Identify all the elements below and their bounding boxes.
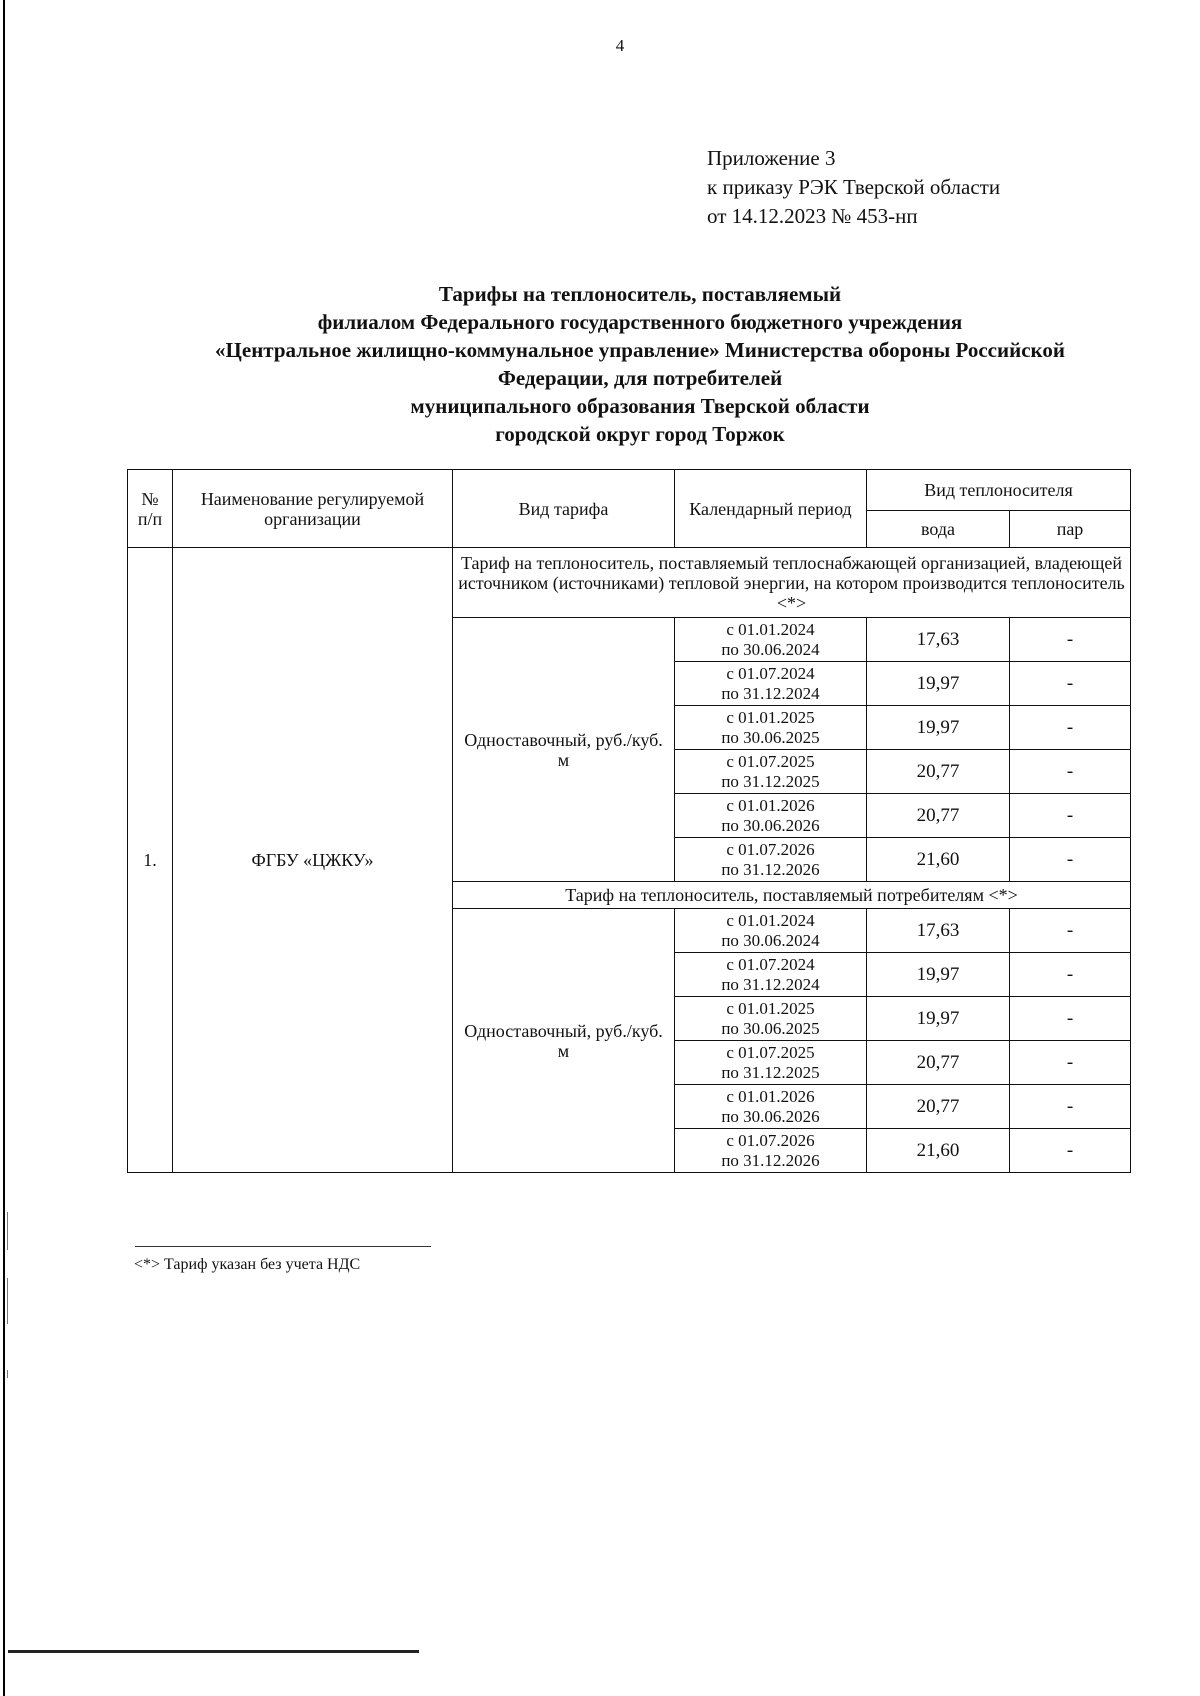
organization-name: ФГБУ «ЦЖКУ» <box>173 548 453 1173</box>
period-to: по 31.12.2024 <box>721 974 820 994</box>
water-value: 20,77 <box>867 1041 1010 1085</box>
period-from: с 01.07.2024 <box>726 663 815 683</box>
title-line: Тарифы на теплоноситель, поставляемый <box>438 282 842 306</box>
scan-tick <box>7 1212 8 1250</box>
period-to: по 31.12.2025 <box>721 771 820 791</box>
header-organization: Наименование регулируемой организации <box>173 470 453 548</box>
period-from: с 01.01.2026 <box>726 1086 815 1106</box>
appendix-reference <box>707 144 1000 231</box>
period-to: по 31.12.2024 <box>721 683 820 703</box>
steam-value: - <box>1010 838 1131 882</box>
period-cell <box>675 618 867 662</box>
steam-value: - <box>1010 1129 1131 1173</box>
header-tariff-type: Вид тарифа <box>453 470 675 548</box>
appendix-line: Приложение 3 <box>707 146 836 170</box>
steam-value: - <box>1010 953 1131 997</box>
period-to: по 31.12.2026 <box>721 1150 820 1170</box>
period-cell <box>675 909 867 953</box>
period-from: с 01.07.2025 <box>726 1042 815 1062</box>
period-to: по 31.12.2025 <box>721 1062 820 1082</box>
period-cell <box>675 997 867 1041</box>
title-line: филиалом Федерального государственного бюджетного учреждения <box>317 310 963 334</box>
water-value: 20,77 <box>867 794 1010 838</box>
water-value: 19,97 <box>867 953 1010 997</box>
section-header-row <box>128 548 1131 618</box>
section-title: Тариф на теплоноситель, поставляемый теплоснабжающей организацией, владеющей источником (источниками) тепловой энергии, на котором производится теплоноситель <*> <box>453 548 1131 618</box>
scan-tick <box>7 1370 8 1378</box>
water-value: 21,60 <box>867 838 1010 882</box>
period-from: с 01.01.2024 <box>726 619 815 639</box>
title-line: Федерации, для потребителей <box>497 366 783 390</box>
appendix-line: от 14.12.2023 № 453-нп <box>707 204 918 228</box>
period-cell <box>675 1085 867 1129</box>
period-from: с 01.07.2025 <box>726 751 815 771</box>
period-cell <box>675 953 867 997</box>
water-value: 19,97 <box>867 997 1010 1041</box>
scan-edge-mark <box>3 0 5 1696</box>
water-value: 20,77 <box>867 1085 1010 1129</box>
period-from: с 01.07.2024 <box>726 954 815 974</box>
title-line: городской округ город Торжок <box>495 422 785 446</box>
water-value: 21,60 <box>867 1129 1010 1173</box>
steam-value: - <box>1010 997 1131 1041</box>
steam-value: - <box>1010 909 1131 953</box>
period-to: по 30.06.2026 <box>721 1106 820 1126</box>
document-title <box>120 280 1160 448</box>
water-value: 19,97 <box>867 706 1010 750</box>
water-value: 20,77 <box>867 750 1010 794</box>
scan-tick <box>7 1278 8 1324</box>
tariff-type: Одноставочный, руб./куб. м <box>453 618 675 882</box>
period-from: с 01.01.2025 <box>726 707 815 727</box>
section-title: Тариф на теплоноситель, поставляемый потребителям <*> <box>453 882 1131 909</box>
title-line: «Центральное жилищно-коммунальное управление» Министерства обороны Российской <box>215 338 1065 362</box>
period-to: по 30.06.2024 <box>721 930 820 950</box>
period-cell <box>675 794 867 838</box>
period-from: с 01.07.2026 <box>726 1130 815 1150</box>
period-to: по 30.06.2024 <box>721 639 820 659</box>
steam-value: - <box>1010 750 1131 794</box>
header-carrier: Вид теплоносителя <box>867 470 1131 511</box>
header-number: № п/п <box>128 470 173 548</box>
period-cell <box>675 750 867 794</box>
period-from: с 01.01.2024 <box>726 910 815 930</box>
footnote: <*> Тариф указан без учета НДС <box>134 1256 361 1273</box>
period-from: с 01.01.2026 <box>726 795 815 815</box>
period-to: по 31.12.2026 <box>721 859 820 879</box>
period-cell <box>675 706 867 750</box>
scan-bottom-mark <box>8 1650 419 1653</box>
steam-value: - <box>1010 1041 1131 1085</box>
period-from: с 01.01.2025 <box>726 998 815 1018</box>
tariff-table-body <box>128 548 1131 1173</box>
row-number: 1. <box>128 548 173 1173</box>
steam-value: - <box>1010 618 1131 662</box>
header-water: вода <box>867 511 1010 548</box>
page-number: 4 <box>615 36 625 55</box>
steam-value: - <box>1010 706 1131 750</box>
period-cell <box>675 838 867 882</box>
header-steam: пар <box>1010 511 1131 548</box>
title-line: муниципального образования Тверской области <box>410 394 870 418</box>
period-to: по 30.06.2026 <box>721 815 820 835</box>
steam-value: - <box>1010 662 1131 706</box>
steam-value: - <box>1010 794 1131 838</box>
period-to: по 30.06.2025 <box>721 1018 820 1038</box>
tariff-type: Одноставочный, руб./куб. м <box>453 909 675 1173</box>
steam-value: - <box>1010 1085 1131 1129</box>
period-cell <box>675 1041 867 1085</box>
header-period: Календарный период <box>675 470 867 548</box>
water-value: 17,63 <box>867 618 1010 662</box>
period-from: с 01.07.2026 <box>726 839 815 859</box>
footnote-separator <box>135 1246 431 1247</box>
water-value: 19,97 <box>867 662 1010 706</box>
water-value: 17,63 <box>867 909 1010 953</box>
period-to: по 30.06.2025 <box>721 727 820 747</box>
period-cell <box>675 662 867 706</box>
tariff-table <box>127 469 1131 1173</box>
appendix-line: к приказу РЭК Тверской области <box>707 175 1001 199</box>
period-cell <box>675 1129 867 1173</box>
